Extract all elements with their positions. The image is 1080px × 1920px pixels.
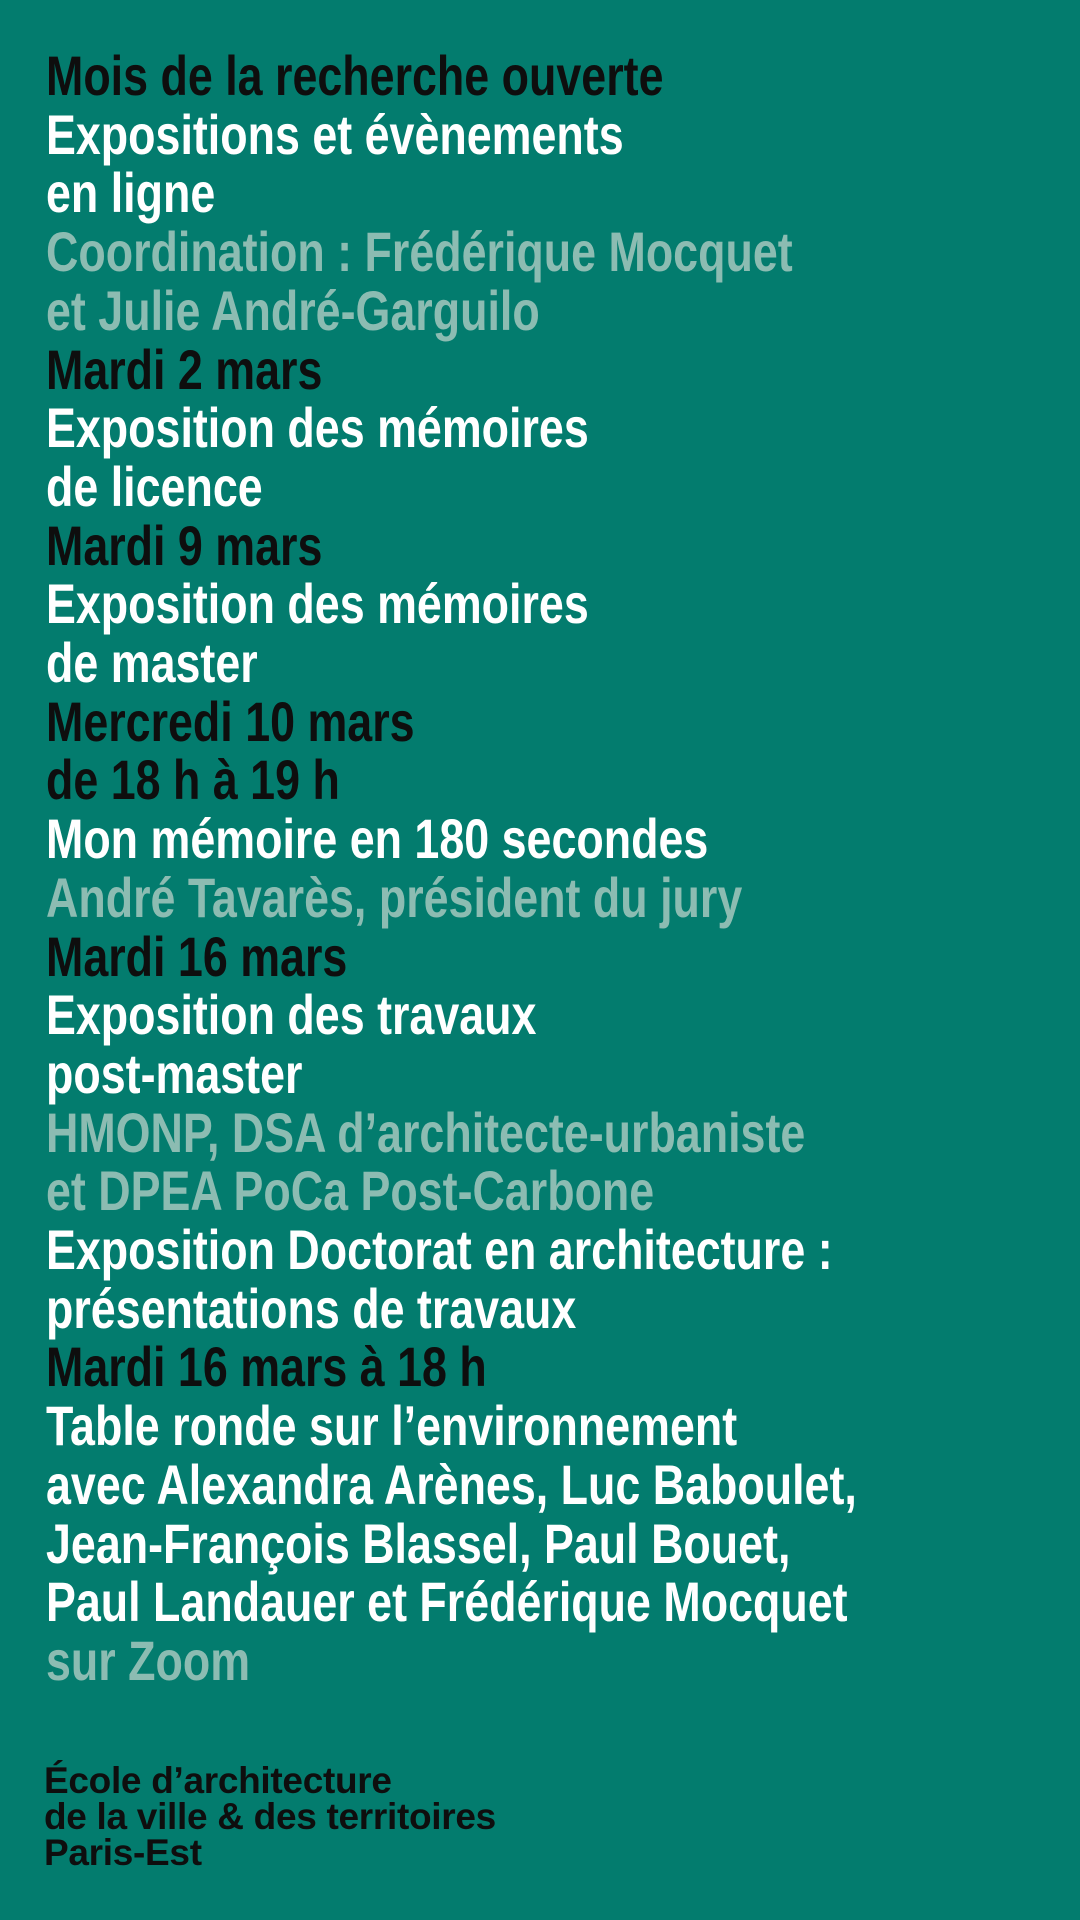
event-detail: HMONP, DSA d’architecte-urbaniste xyxy=(46,1100,806,1164)
poster-title: Mois de la recherche ouverte xyxy=(46,44,664,107)
event-title: Exposition des mémoires xyxy=(46,396,589,460)
event-title: Mon mémoire en 180 secondes xyxy=(46,807,709,871)
event-participants: avec Alexandra Arènes, Luc Baboulet, xyxy=(46,1452,857,1516)
event-title: de licence xyxy=(46,454,263,518)
school-name-line: École d’architecture xyxy=(44,1760,392,1801)
school-name-line: de la ville & des territoires xyxy=(44,1796,496,1837)
event-title: Exposition Doctorat en architecture : xyxy=(46,1218,833,1282)
event-participants: Jean-François Blassel, Paul Bouet, xyxy=(46,1511,791,1575)
poster-subtitle: en ligne xyxy=(46,161,216,225)
event-title: post-master xyxy=(46,1041,303,1105)
event-date: Mardi 16 mars à 18 h xyxy=(46,1335,487,1399)
poster-subtitle: Expositions et évènements xyxy=(46,102,624,166)
event-speaker: André Tavarès, président du jury xyxy=(46,865,743,929)
event-date: Mardi 16 mars xyxy=(46,924,348,988)
event-date: Mercredi 10 mars xyxy=(46,689,415,753)
event-title: de master xyxy=(46,631,258,695)
coordination-credit: et Julie André-Garguilo xyxy=(46,278,540,342)
event-time: de 18 h à 19 h xyxy=(46,748,340,812)
coordination-credit: Coordination : Frédérique Mocquet xyxy=(46,220,793,284)
event-detail: et DPEA PoCa Post-Carbone xyxy=(46,1159,655,1223)
event-title: Exposition des mémoires xyxy=(46,572,589,636)
event-title: Exposition des travaux xyxy=(46,983,537,1047)
event-platform: sur Zoom xyxy=(46,1628,251,1692)
school-signature xyxy=(44,1760,496,1873)
event-date: Mardi 9 mars xyxy=(46,513,323,577)
event-date: Mardi 2 mars xyxy=(46,337,323,401)
event-participants: Paul Landauer et Frédérique Mocquet xyxy=(46,1570,848,1634)
school-name-line: Paris-Est xyxy=(44,1832,202,1873)
event-list xyxy=(46,44,1060,1692)
event-title: Table ronde sur l’environnement xyxy=(46,1394,738,1458)
event-title: présentations de travaux xyxy=(46,1276,577,1340)
